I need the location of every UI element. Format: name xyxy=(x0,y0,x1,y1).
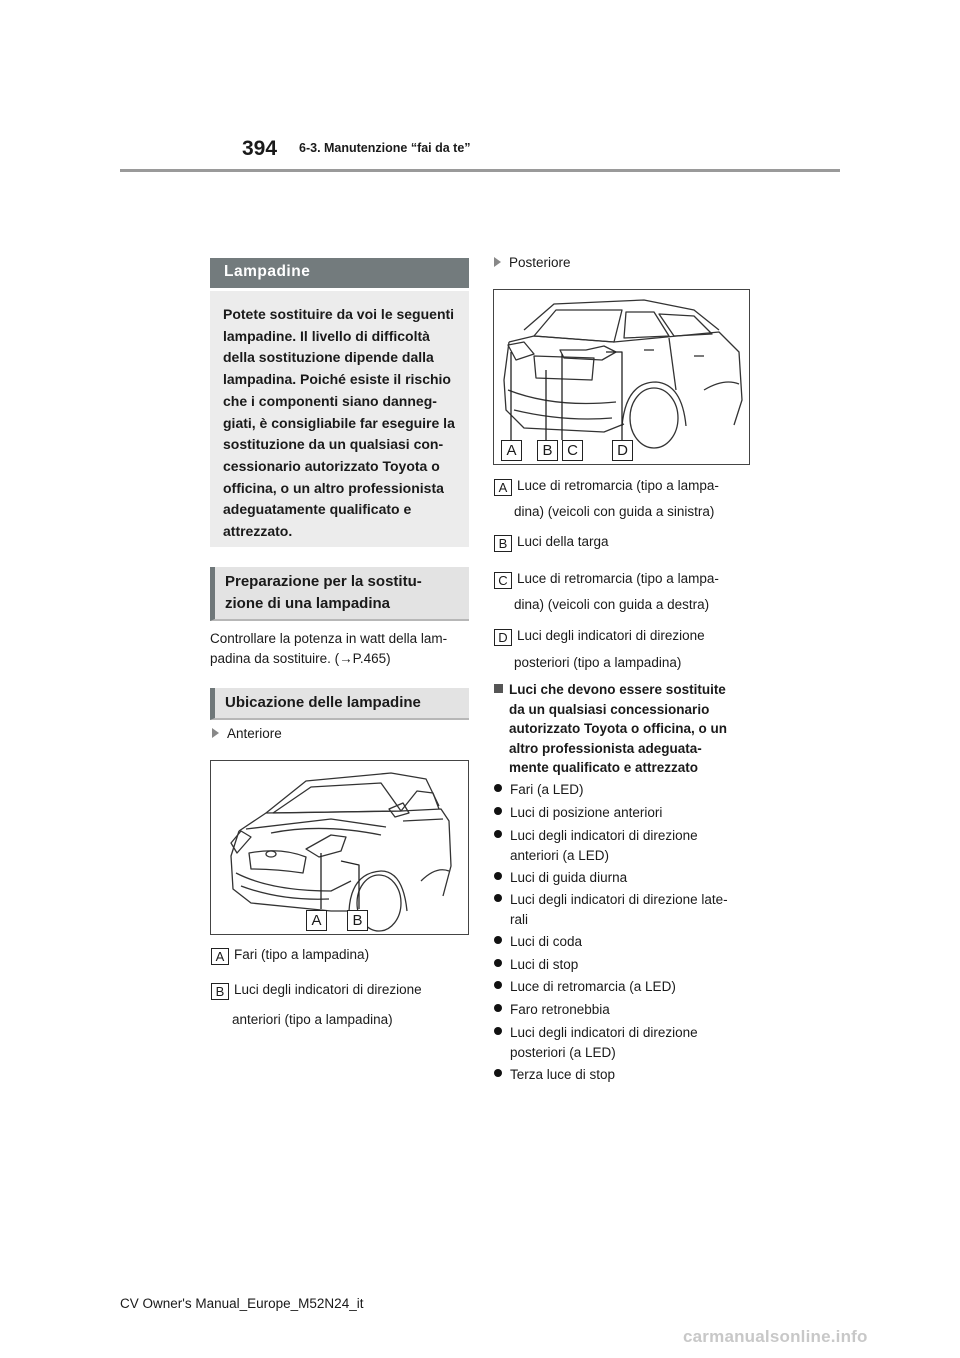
legend-letter: C xyxy=(494,572,512,589)
intro-line: giati, è consigliabile far eseguire la xyxy=(223,414,455,431)
triangle-bullet-icon xyxy=(212,728,219,738)
bullet-dot-icon xyxy=(494,872,502,880)
rear-legend-a xyxy=(494,476,759,496)
bullet-dot-icon xyxy=(494,894,502,902)
preparazione-text xyxy=(210,629,480,668)
callout-b: B xyxy=(537,440,558,461)
front-label-text: Anteriore xyxy=(227,726,282,741)
legend-text: Fari (tipo a lampadina) xyxy=(234,947,370,962)
legend-letter: B xyxy=(494,535,512,552)
list-item: Faro retronebbia xyxy=(494,1000,754,1020)
legend-text: Luci degli indicatori di direzione xyxy=(234,982,422,997)
intro-box xyxy=(210,291,469,547)
list-item: Luci di coda xyxy=(494,932,754,952)
callout-b: B xyxy=(347,910,368,931)
dealer-heading xyxy=(494,680,754,778)
intro-line: sostituzione da un qualsiasi con- xyxy=(223,436,444,453)
bullet-dot-icon xyxy=(494,936,502,944)
list-item: Luci di guida diurna xyxy=(494,868,754,888)
list-item: Luci degli indicatori di direzione late- rali xyxy=(494,890,754,929)
text-line: padina da sostituire. (→P.465) xyxy=(210,650,391,666)
legend-text: Luci degli indicatori di direzione xyxy=(517,628,705,643)
list-item: Luci degli indicatori di direzione anteriori (a LED) xyxy=(494,826,754,865)
preparazione-heading xyxy=(210,567,469,621)
front-legend-a xyxy=(211,945,476,965)
bullet-dot-icon xyxy=(494,1069,502,1077)
list-item: Luci di posizione anteriori xyxy=(494,803,754,823)
rear-legend-d-cont: posteriori (tipo a lampadina) xyxy=(514,655,682,670)
callout-a: A xyxy=(306,910,327,931)
list-item: Fari (a LED) xyxy=(494,780,754,800)
section-label: 6-3. Manutenzione “fai da te” xyxy=(299,141,471,155)
ubicazione-heading: Ubicazione delle lampadine xyxy=(210,688,469,720)
front-label xyxy=(212,724,282,744)
front-car-figure xyxy=(210,760,469,935)
footer-manual-name: CV Owner's Manual_Europe_M52N24_it xyxy=(120,1296,364,1311)
watermark: carmanualsonline.info xyxy=(683,1327,868,1346)
intro-line: lampadina. Poiché esiste il rischio xyxy=(223,371,451,388)
text-line: Controllare la potenza in watt della lam- xyxy=(210,631,448,646)
dealer-heading-line: mente qualificato e attrezzato xyxy=(509,760,699,776)
rear-label-text: Posteriore xyxy=(509,255,571,270)
legend-letter: D xyxy=(494,629,512,646)
legend-letter: B xyxy=(211,983,229,1000)
list-item: Luci di stop xyxy=(494,955,754,975)
rear-car-figure xyxy=(493,289,750,465)
bullet-dot-icon xyxy=(494,1004,502,1012)
triangle-bullet-icon xyxy=(494,257,501,267)
bullet-dot-icon xyxy=(494,830,502,838)
page-number: 394 xyxy=(242,137,278,160)
dealer-heading-line: da un qualsiasi concessionario xyxy=(509,701,710,717)
rear-legend-c-cont: dina) (veicoli con guida a destra) xyxy=(514,597,710,612)
list-item: Terza luce di stop xyxy=(494,1065,754,1085)
intro-line: attrezzato. xyxy=(223,523,293,540)
intro-line: Potete sostituire da voi le seguenti xyxy=(223,306,455,322)
callout-a: A xyxy=(501,440,522,461)
bullet-dot-icon xyxy=(494,784,502,792)
front-legend-b-cont: anteriori (tipo a lampadina) xyxy=(232,1012,393,1027)
intro-line: cessionario autorizzato Toyota o xyxy=(223,457,440,474)
rear-car-illustration xyxy=(494,290,749,464)
list-item: Luce di retromarcia (a LED) xyxy=(494,977,754,997)
rear-label xyxy=(494,253,571,273)
dealer-heading-line: altro professionista adeguata- xyxy=(509,740,702,756)
legend-text: Luci della targa xyxy=(517,534,609,549)
intro-line: lampadine. Il livello di difficoltà xyxy=(223,327,430,344)
legend-letter: A xyxy=(211,948,229,965)
dealer-heading-line: Luci che devono essere sostituite xyxy=(494,680,754,700)
bullet-dot-icon xyxy=(494,959,502,967)
callout-c: C xyxy=(562,440,583,461)
header-rule xyxy=(120,169,840,172)
legend-letter: A xyxy=(494,479,512,496)
rear-legend-b xyxy=(494,532,759,552)
heading-line: Preparazione per la sostitu- xyxy=(225,573,422,590)
intro-line: officina, o un altro professionista xyxy=(223,479,444,496)
intro-line: della sostituzione dipende dalla xyxy=(223,349,434,366)
heading-line: zione di una lampadina xyxy=(225,595,391,612)
bullet-dot-icon xyxy=(494,1027,502,1035)
bullet-dot-icon xyxy=(494,981,502,989)
legend-text: Luce di retromarcia (tipo a lampa- xyxy=(517,478,719,493)
rear-legend-d xyxy=(494,626,759,646)
square-bullet-icon xyxy=(494,684,503,693)
callout-d: D xyxy=(612,440,633,461)
rear-legend-c xyxy=(494,569,759,589)
lampadine-title: Lampadine xyxy=(210,258,469,288)
list-item: Luci degli indicatori di direzione posteriori (a LED) xyxy=(494,1023,754,1062)
intro-line: adeguatamente qualificato e xyxy=(223,501,412,518)
bullet-dot-icon xyxy=(494,807,502,815)
legend-text: Luce di retromarcia (tipo a lampa- xyxy=(517,571,719,586)
intro-line: che i componenti siano danneg- xyxy=(223,392,437,409)
dealer-heading-line: autorizzato Toyota o officina, o un xyxy=(509,721,727,737)
front-car-illustration xyxy=(211,761,468,934)
front-legend-b xyxy=(211,980,476,1000)
rear-legend-a-cont: dina) (veicoli con guida a sinistra) xyxy=(514,504,715,519)
